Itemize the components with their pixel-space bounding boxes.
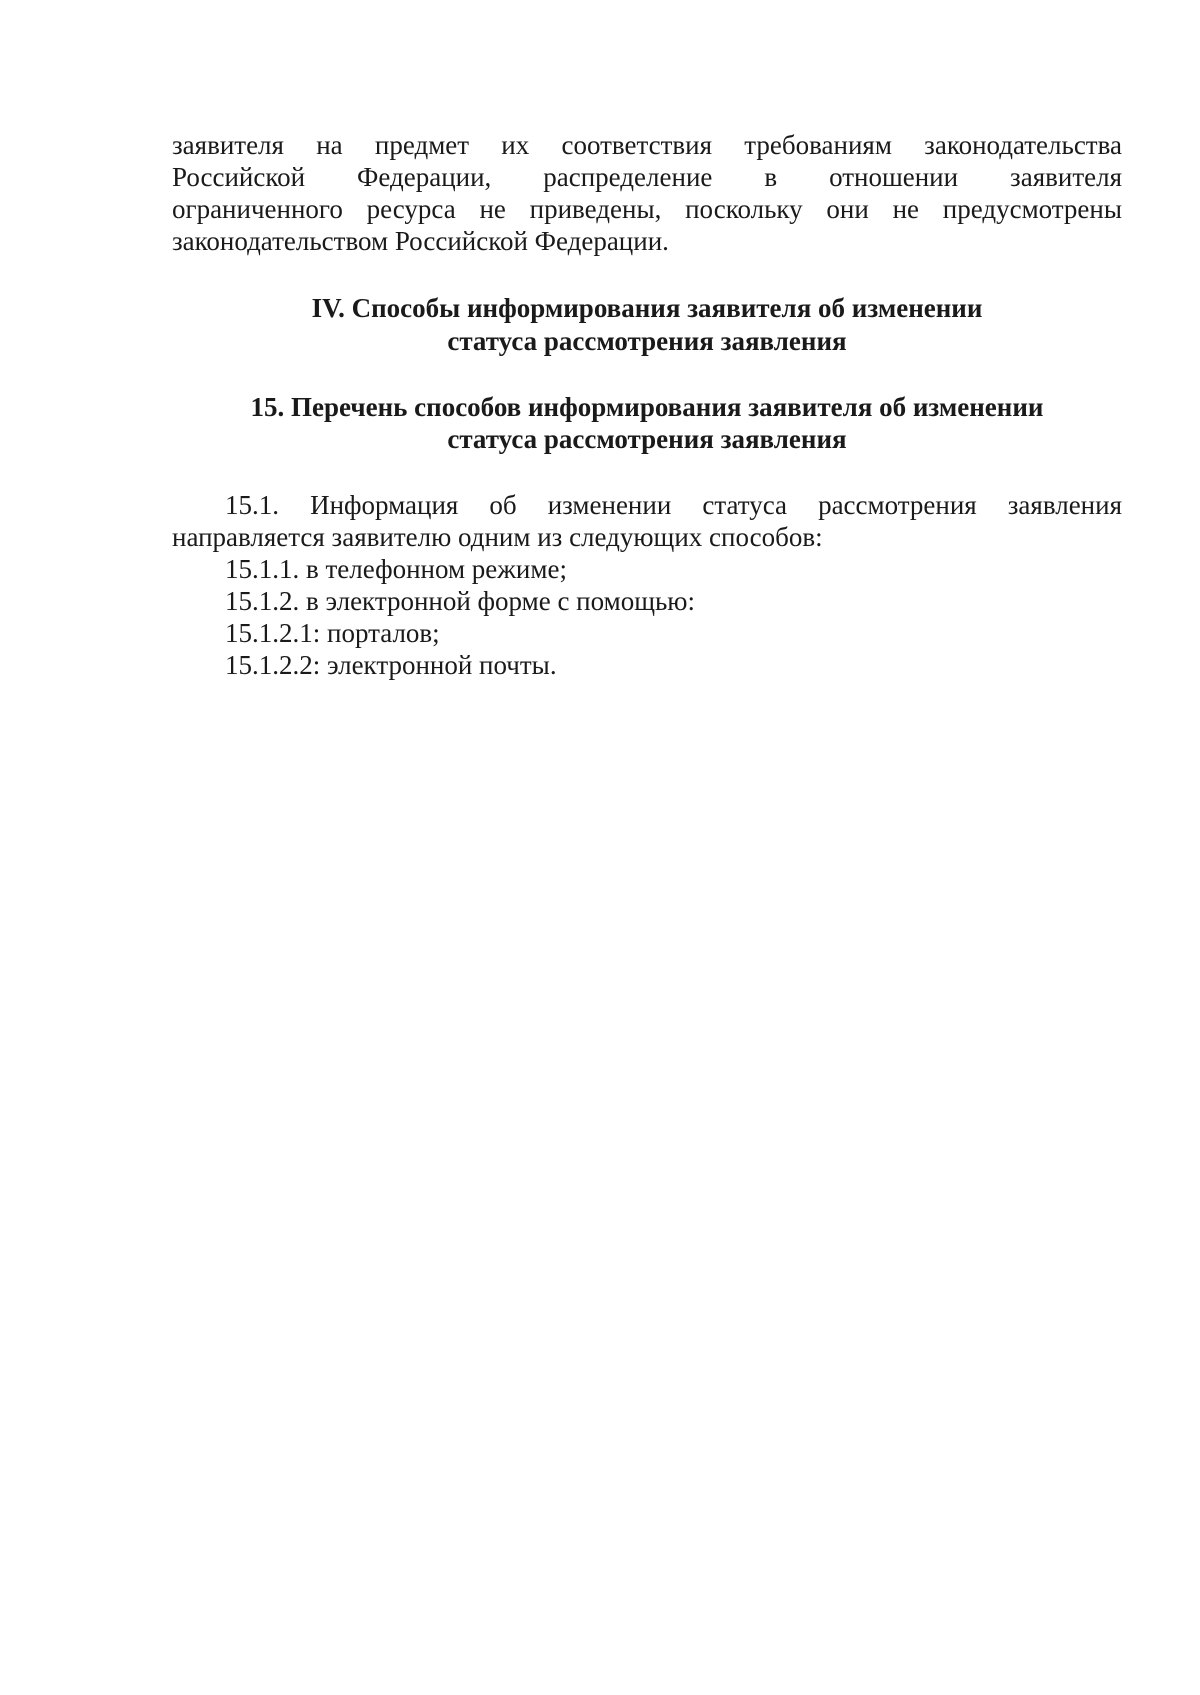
section-heading-line-1: IV. Способы информирования заявителя об изменении [311,293,983,323]
section-heading-line-2: статуса рассмотрения заявления [447,326,847,356]
intro-paragraph-line-3: ограниченного ресурса не приведены, поскольку они не предусмотрены [172,194,1122,224]
clause-15-1-line-1: 15.1. Информация об изменении статуса рассмотрения заявления [225,490,1122,520]
list-item-15-1-2: 15.1.2. в электронной форме с помощью: [225,586,695,616]
subsection-heading-line-2: статуса рассмотрения заявления [447,424,847,454]
intro-paragraph-line-1: заявителя на предмет их соответствия требованиям законодательства [172,130,1122,160]
clause-15-1-line-2: направляется заявителю одним из следующих способов: [172,522,823,552]
list-item-15-1-2-1: 15.1.2.1: порталов; [225,618,440,648]
subsection-heading-line-1: 15. Перечень способов информирования заявителя об изменении [250,392,1044,422]
intro-paragraph-line-4: законодательством Российской Федерации. [172,226,669,256]
list-item-15-1-2-2: 15.1.2.2: электронной почты. [225,650,557,680]
list-item-15-1-1: 15.1.1. в телефонном режиме; [225,554,567,584]
intro-paragraph-line-2: Российской Федерации, распределение в отношении заявителя [172,162,1122,192]
